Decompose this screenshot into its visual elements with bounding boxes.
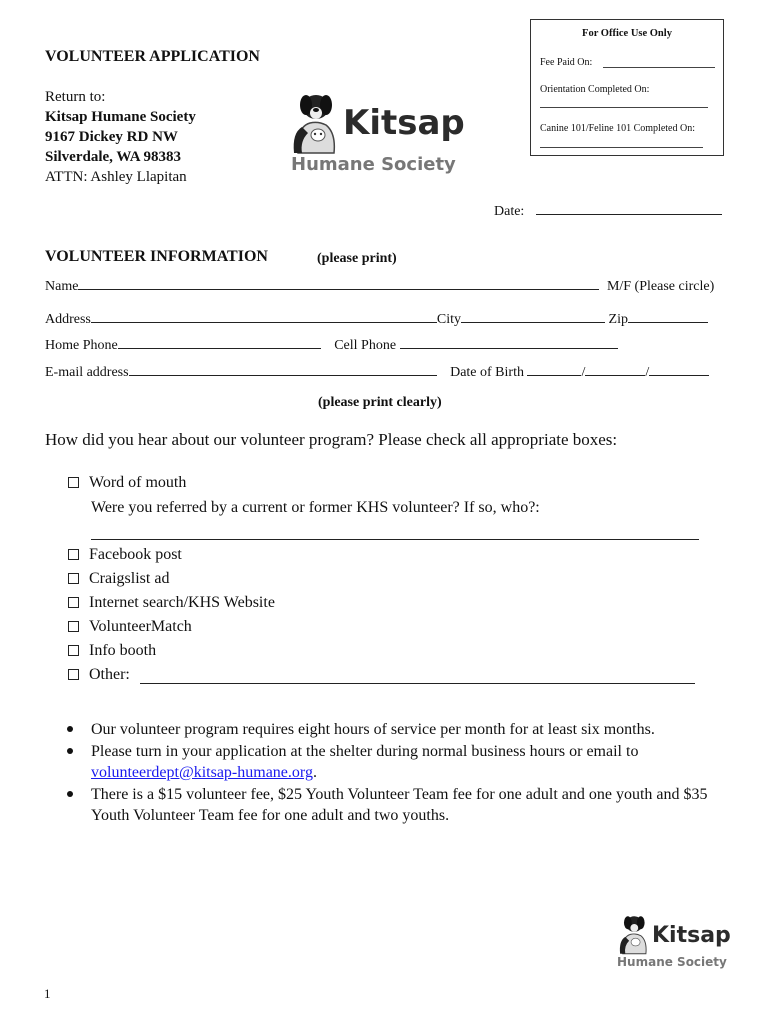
date-label: Date:: [494, 204, 525, 219]
dob-slash: /: [645, 365, 650, 380]
name-row: [45, 277, 714, 295]
page-title: VOLUNTEER APPLICATION: [45, 48, 260, 65]
home-phone-line[interactable]: [118, 336, 321, 349]
dog-cat-icon: [288, 93, 340, 155]
date-field: [494, 202, 722, 220]
referral-question: How did you hear about our volunteer program? Please check all appropriate boxes:: [45, 430, 618, 449]
referred-question: Were you referred by a current or former KHS volunteer? If so, who?:: [91, 499, 540, 516]
bullet-dot: [67, 726, 73, 732]
checkbox[interactable]: [68, 669, 79, 680]
kitsap-logo: [288, 93, 468, 183]
option-facebook[interactable]: [68, 546, 182, 564]
office-use-title: For Office Use Only: [582, 28, 672, 39]
option-label: Info booth: [89, 642, 157, 659]
bullet-item: [64, 784, 734, 826]
canine-feline-label: Canine 101/Feline 101 Completed On:: [540, 123, 695, 134]
bullet-item: [64, 719, 734, 740]
cell-phone-label: Cell Phone: [334, 338, 397, 353]
bullet-item: [64, 741, 734, 783]
logo-subtitle: Humane Society: [291, 154, 456, 175]
city-state-zip: Silverdale, WA 98383: [45, 149, 181, 165]
return-to-label: Return to:: [45, 89, 106, 105]
bullet-punct: .: [312, 764, 317, 781]
logo-subtitle: Humane Society: [617, 955, 727, 969]
checkbox[interactable]: [68, 621, 79, 632]
checkbox[interactable]: [68, 597, 79, 608]
option-label: VolunteerMatch: [89, 618, 192, 635]
info-bullets: [64, 719, 734, 827]
checkbox[interactable]: [68, 645, 79, 656]
city-label: City: [436, 312, 462, 327]
dog-cat-icon: [616, 915, 650, 955]
canine-feline-line[interactable]: [540, 147, 703, 148]
section-title: VOLUNTEER INFORMATION: [45, 248, 268, 265]
please-print-note: (please print): [317, 251, 397, 266]
option-info-booth[interactable]: [68, 642, 156, 660]
phone-row: [45, 336, 618, 354]
attn-line: ATTN: Ashley Llapitan: [45, 169, 187, 185]
bullet-text: Our volunteer program requires eight hours of service per month for at least six months.: [91, 721, 655, 738]
street-address: 9167 Dickey RD NW: [45, 129, 178, 145]
page-number: 1: [44, 986, 51, 1001]
logo-wordmark: Kitsap: [343, 103, 465, 143]
bullet-dot: [67, 748, 73, 754]
fee-paid-line[interactable]: [603, 67, 715, 68]
fee-paid-label: Fee Paid On:: [540, 57, 593, 68]
email-link[interactable]: volunteerdept@kitsap-humane.org: [91, 764, 313, 781]
option-craigslist[interactable]: [68, 570, 169, 588]
other-line[interactable]: [140, 683, 695, 684]
orientation-line[interactable]: [540, 107, 708, 108]
zip-line[interactable]: [628, 310, 708, 323]
bullet-text: Please turn in your application at the shelter during normal business hours or email to: [91, 743, 639, 760]
dob-label: Date of Birth: [450, 365, 524, 380]
address-row: [45, 310, 708, 328]
name-label: Name: [45, 279, 79, 294]
checkbox[interactable]: [68, 573, 79, 584]
orientation-label: Orientation Completed On:: [540, 84, 650, 95]
dob-year-line[interactable]: [649, 363, 709, 376]
referred-by-line[interactable]: [91, 539, 699, 540]
option-label: Word of mouth: [89, 474, 187, 491]
date-line[interactable]: [536, 202, 722, 215]
checkbox[interactable]: [68, 549, 79, 560]
logo-wordmark: Kitsap: [652, 923, 731, 948]
home-phone-label: Home Phone: [45, 338, 118, 353]
option-label: Other:: [89, 666, 130, 683]
org-name: Kitsap Humane Society: [45, 109, 196, 125]
option-other[interactable]: [68, 666, 130, 684]
gender-label: M/F (Please circle): [606, 279, 715, 294]
dob-slash: /: [581, 365, 586, 380]
return-address: [45, 87, 196, 187]
address-line[interactable]: [91, 310, 437, 323]
option-word-of-mouth[interactable]: [68, 474, 186, 492]
city-line[interactable]: [461, 310, 605, 323]
print-clearly-note: (please print clearly): [318, 395, 442, 410]
option-internet-search[interactable]: [68, 594, 275, 612]
bullet-dot: [67, 791, 73, 797]
name-line[interactable]: [78, 277, 599, 290]
email-label: E-mail address: [45, 365, 129, 380]
dob-month-line[interactable]: [527, 363, 581, 376]
office-use-box: [530, 19, 724, 156]
email-line[interactable]: [129, 363, 437, 376]
bullet-text: There is a $15 volunteer fee, $25 Youth Volunteer Team fee for one adult and one youth and $35 Youth Volunteer Team fee for one adult and two youths.: [91, 786, 708, 824]
address-label: Address: [45, 312, 91, 327]
dob-day-line[interactable]: [585, 363, 645, 376]
option-label: Internet search/KHS Website: [89, 594, 275, 611]
footer-logo: [616, 915, 736, 975]
option-label: Facebook post: [89, 546, 182, 563]
checkbox[interactable]: [68, 477, 79, 488]
zip-label: Zip: [608, 312, 628, 327]
email-row: [45, 363, 709, 381]
cell-phone-line[interactable]: [400, 336, 618, 349]
option-volunteermatch[interactable]: [68, 618, 192, 636]
option-label: Craigslist ad: [89, 570, 170, 587]
